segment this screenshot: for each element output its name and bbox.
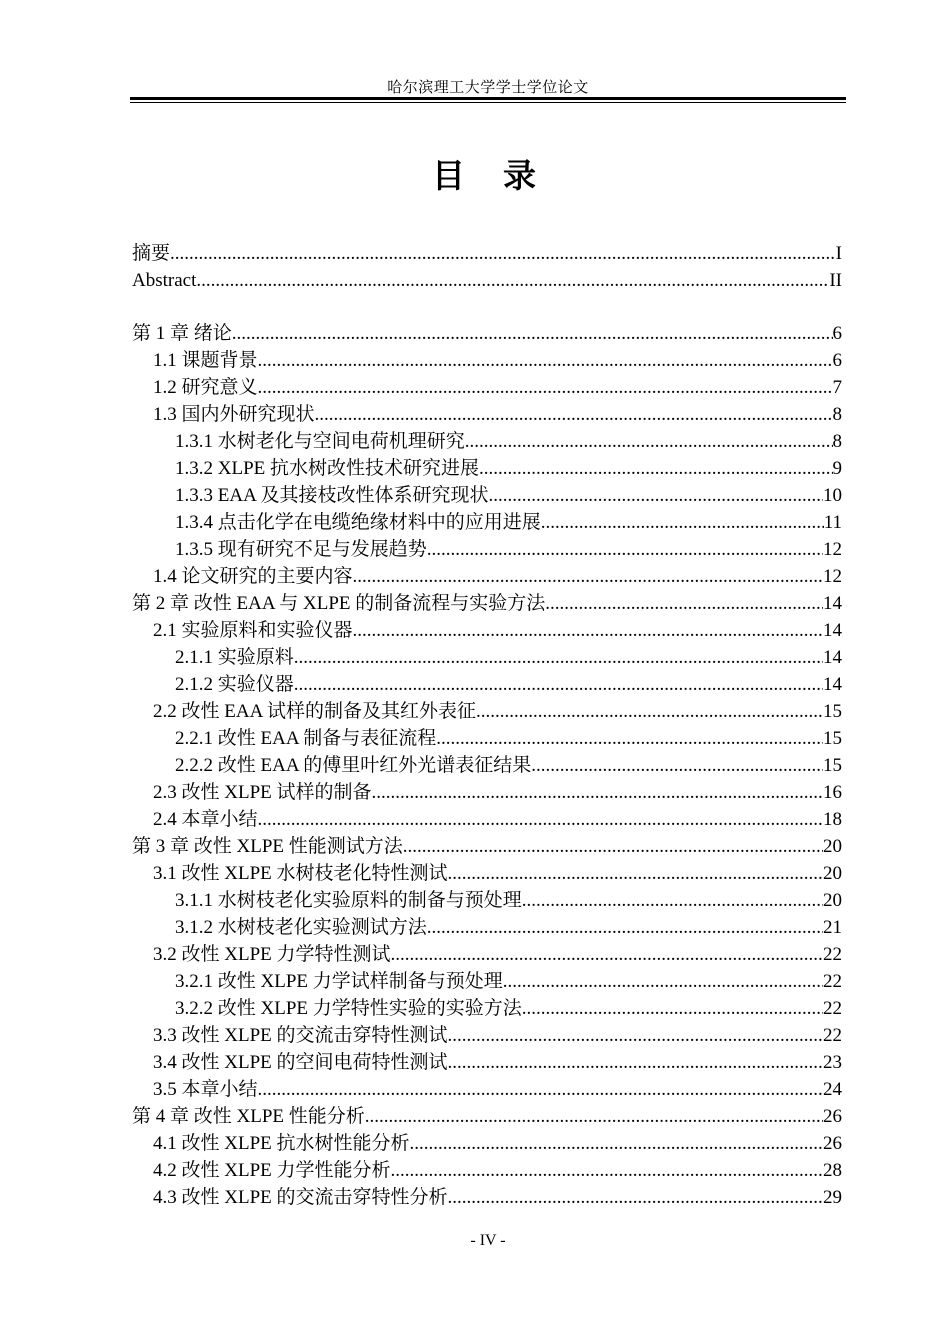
toc-entry-text: 3.2.2 改性 XLPE 力学特性实验的实验方法: [175, 998, 522, 1019]
toc-entry-page: 22: [823, 971, 842, 992]
toc-entry-page: 15: [823, 755, 842, 776]
toc-entry-page: 9: [832, 458, 842, 479]
toc-entry-text: 2.1.1 实验原料: [175, 647, 294, 668]
toc-leader-dots: [448, 860, 823, 887]
header-rule-thin: [130, 102, 846, 103]
toc-entry-page: 22: [823, 1025, 842, 1046]
toc-leader-dots: [294, 644, 823, 671]
toc-entry[interactable]: [132, 509, 842, 536]
toc-entry-text: 1.3.2 XLPE 抗水树改性技术研究进展: [175, 458, 480, 479]
toc-entry-page: 14: [823, 647, 842, 668]
toc-entry-page: 20: [823, 890, 842, 911]
toc-entry-text: 3.5 本章小结: [153, 1079, 258, 1100]
toc-entry[interactable]: [132, 860, 842, 887]
toc-entry-text: 4.1 改性 XLPE 抗水树性能分析: [153, 1133, 410, 1154]
toc-entry-page: 21: [823, 917, 842, 938]
toc-entry-text: 摘要: [132, 243, 171, 264]
toc-entry-page: 12: [823, 566, 842, 587]
toc-entry[interactable]: [132, 374, 842, 401]
toc-entry-list: [132, 320, 842, 1211]
toc-entry-abstract-cn[interactable]: [132, 240, 842, 267]
toc-entry[interactable]: [132, 698, 842, 725]
toc-leader-dots: [541, 509, 824, 536]
toc-entry-text: 第 2 章 改性 EAA 与 XLPE 的制备流程与实验方法: [132, 593, 546, 614]
toc-leader-dots: [531, 752, 823, 779]
toc-entry-text: 1.3.4 点击化学在电缆绝缘材料中的应用进展: [175, 512, 541, 533]
toc-entry-text: 1.3.3 EAA 及其接枝改性体系研究现状: [175, 485, 489, 506]
toc-leader-dots: [232, 320, 833, 347]
toc-leader-dots: [170, 240, 836, 267]
toc-entry-page: 15: [823, 728, 842, 749]
toc-entry-text: 2.2.2 改性 EAA 的傅里叶红外光谱表征结果: [175, 755, 532, 776]
toc-entry-text: 2.1 实验原料和实验仪器: [153, 620, 353, 641]
toc-entry[interactable]: [132, 1157, 842, 1184]
toc-entry-page: 22: [823, 944, 842, 965]
toc-entry[interactable]: [132, 1076, 842, 1103]
toc-entry-page: 8: [832, 431, 842, 452]
toc-entry[interactable]: [132, 1103, 842, 1130]
toc-entry[interactable]: [132, 320, 842, 347]
toc-leader-dots: [476, 698, 823, 725]
toc-entry-page: 6: [832, 350, 842, 371]
toc-entry[interactable]: [132, 1049, 842, 1076]
toc-entry-page: 28: [823, 1160, 842, 1181]
toc-leader-dots: [258, 806, 823, 833]
toc-entry[interactable]: [132, 806, 842, 833]
toc-entry[interactable]: [132, 833, 842, 860]
toc-entry-text: 3.3 改性 XLPE 的交流击穿特性测试: [153, 1025, 448, 1046]
toc-entry-page: 20: [823, 863, 842, 884]
page-number: - IV -: [470, 1232, 506, 1249]
toc-entry-text: 第 4 章 改性 XLPE 性能分析: [132, 1106, 365, 1127]
toc-entry-text: Abstract: [132, 270, 197, 291]
toc-entry-abstract-en[interactable]: [132, 267, 842, 294]
toc-entry-text: 第 1 章 绪论: [132, 323, 232, 344]
toc-entry[interactable]: [132, 752, 842, 779]
toc-leader-dots: [427, 536, 823, 563]
toc-entry[interactable]: [132, 482, 842, 509]
toc-entry-page: 16: [823, 782, 842, 803]
toc-entry-text: 1.2 研究意义: [153, 377, 258, 398]
toc-entry[interactable]: [132, 590, 842, 617]
toc-leader-dots: [196, 267, 829, 294]
toc-entry-page: 15: [823, 701, 842, 722]
toc-leader-dots: [353, 617, 823, 644]
toc-entry[interactable]: [132, 536, 842, 563]
toc-entry[interactable]: [132, 941, 842, 968]
toc-entry-text: 1.4 论文研究的主要内容: [153, 566, 353, 587]
toc-entry-page: 26: [823, 1133, 842, 1154]
toc-entry[interactable]: [132, 428, 842, 455]
table-of-contents: [132, 240, 842, 1211]
toc-entry-text: 3.2.1 改性 XLPE 力学试样制备与预处理: [175, 971, 503, 992]
toc-entry[interactable]: [132, 725, 842, 752]
toc-leader-dots: [391, 941, 823, 968]
toc-leader-dots: [448, 1184, 823, 1211]
toc-entry-page: 23: [823, 1052, 842, 1073]
toc-entry-text: 2.2 改性 EAA 试样的制备及其红外表征: [153, 701, 477, 722]
toc-entry-text: 3.2 改性 XLPE 力学特性测试: [153, 944, 391, 965]
toc-leader-dots: [479, 455, 832, 482]
toc-entry-text: 1.3 国内外研究现状: [153, 404, 315, 425]
toc-entry-text: 1.3.1 水树老化与空间电荷机理研究: [175, 431, 465, 452]
toc-entry-page: 14: [823, 620, 842, 641]
toc-leader-dots: [503, 968, 823, 995]
toc-entry-page: 20: [823, 836, 842, 857]
toc-leader-dots: [391, 1157, 823, 1184]
toc-entry-text: 2.4 本章小结: [153, 809, 258, 830]
toc-entry-text: 2.1.2 实验仪器: [175, 674, 294, 695]
toc-entry[interactable]: [132, 347, 842, 374]
toc-leader-dots: [448, 1049, 823, 1076]
toc-entry-page: 10: [823, 485, 842, 506]
toc-entry-text: 1.3.5 现有研究不足与发展趋势: [175, 539, 427, 560]
toc-leader-dots: [258, 374, 833, 401]
toc-entry-page: I: [835, 243, 842, 264]
toc-entry[interactable]: [132, 563, 842, 590]
header-rule-thick: [130, 97, 846, 100]
toc-title-part2: 录: [503, 156, 544, 195]
toc-leader-dots: [522, 995, 823, 1022]
toc-entry-text: 3.4 改性 XLPE 的空间电荷特性测试: [153, 1052, 448, 1073]
toc-entry-text: 3.1 改性 XLPE 水树枝老化特性测试: [153, 863, 448, 884]
toc-leader-dots: [315, 401, 833, 428]
toc-entry[interactable]: [132, 968, 842, 995]
toc-entry-page: 24: [823, 1079, 842, 1100]
toc-leader-dots: [545, 590, 823, 617]
toc-entry-page: 29: [823, 1187, 842, 1208]
toc-leader-dots: [522, 887, 823, 914]
toc-entry[interactable]: [132, 995, 842, 1022]
toc-entry[interactable]: [132, 887, 842, 914]
toc-entry-page: 18: [823, 809, 842, 830]
toc-entry-page: 6: [832, 323, 842, 344]
toc-entry-page: 14: [823, 593, 842, 614]
toc-leader-dots: [365, 1103, 823, 1130]
toc-entry[interactable]: [132, 1022, 842, 1049]
toc-entry[interactable]: [132, 1184, 842, 1211]
toc-entry-page: 14: [823, 674, 842, 695]
toc-leader-dots: [294, 671, 823, 698]
toc-entry-text: 1.1 课题背景: [153, 350, 258, 371]
toc-entry[interactable]: [132, 671, 842, 698]
toc-leader-dots: [436, 725, 823, 752]
toc-entry-page: 11: [823, 512, 842, 533]
toc-title-part1: 目: [432, 156, 473, 195]
toc-entry-text: 3.1.1 水树枝老化实验原料的制备与预处理: [175, 890, 522, 911]
toc-entry-page: II: [829, 270, 842, 291]
toc-leader-dots: [403, 833, 823, 860]
toc-entry-text: 2.3 改性 XLPE 试样的制备: [153, 782, 372, 803]
toc-leader-dots: [448, 1022, 823, 1049]
toc-leader-dots: [372, 779, 823, 806]
toc-leader-dots: [353, 563, 823, 590]
toc-entry-text: 4.3 改性 XLPE 的交流击穿特性分析: [153, 1187, 448, 1208]
page-header: 哈尔滨理工大学学士学位论文: [387, 80, 589, 96]
toc-title: [130, 150, 846, 197]
toc-leader-dots: [258, 1076, 823, 1103]
toc-leader-dots: [489, 482, 823, 509]
toc-entry[interactable]: [132, 779, 842, 806]
toc-entry-page: 22: [823, 998, 842, 1019]
toc-spacer: [132, 294, 842, 320]
toc-entry-page: 12: [823, 539, 842, 560]
toc-leader-dots: [465, 428, 833, 455]
toc-leader-dots: [410, 1130, 823, 1157]
toc-entry[interactable]: [132, 455, 842, 482]
toc-entry[interactable]: [132, 617, 842, 644]
toc-entry-text: 4.2 改性 XLPE 力学性能分析: [153, 1160, 391, 1181]
toc-entry-page: 26: [823, 1106, 842, 1127]
toc-leader-dots: [258, 347, 833, 374]
toc-entry[interactable]: [132, 1130, 842, 1157]
toc-entry[interactable]: [132, 401, 842, 428]
toc-entry[interactable]: [132, 914, 842, 941]
toc-entry-text: 第 3 章 改性 XLPE 性能测试方法: [132, 836, 403, 857]
toc-entry-text: 3.1.2 水树枝老化实验测试方法: [175, 917, 427, 938]
toc-entry[interactable]: [132, 644, 842, 671]
toc-entry-text: 2.2.1 改性 EAA 制备与表征流程: [175, 728, 437, 749]
toc-entry-page: 8: [832, 404, 842, 425]
toc-entry-page: 7: [832, 377, 842, 398]
toc-leader-dots: [427, 914, 823, 941]
